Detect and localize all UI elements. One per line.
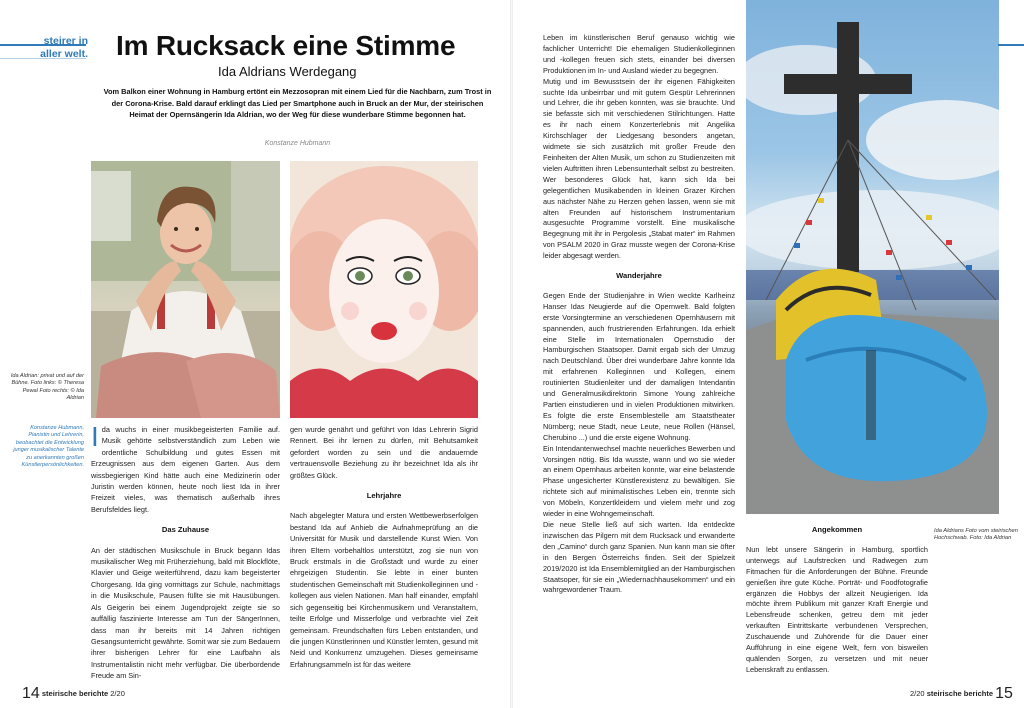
article-lead: Vom Balkon einer Wohnung in Hamburg ertönt ein Mezzosopran mit einem Lied für die Nachbarn, zum Trost in der Corona-Krise. Bald darauf erklingt das Lied per Smartphone auch in Bruck an der Mur, der steirischen Heimat der Opernsängerin Ida Aldrian, wo der Weg für diese wunderbare Stimme begonnen hat. bbox=[103, 87, 492, 120]
portrait-photo bbox=[91, 161, 280, 418]
magazine-name: steirische berichte bbox=[926, 689, 993, 698]
paragraph bbox=[91, 421, 280, 515]
text-column-3 bbox=[543, 33, 735, 596]
paragraph: Ein Intendantenwechsel machte neuerliches Bewerben und Vorsingen nötig. Bis Ida wusste, wann und wo sie wieder an einem Opernhaus arbeiten konnte, war eine belastende Phase ungesicherter Künstlerexistenz zu bewältigen. Sie richtete sich auf minimalistisches Leben ein, trennte sich von Möbeln, Konzertkleidern und vielem mehr und zog wieder in eine Wohngemeinschaft. bbox=[543, 443, 735, 519]
article-author: Konstanze Hubmann bbox=[264, 140, 331, 147]
text-column-1 bbox=[91, 421, 280, 682]
page-folio-left bbox=[22, 685, 125, 703]
paragraph: gen wurde genährt und geführt von Idas Lehrerin Sigrid Rennert. Bei ihr lernen zu dürfen, mit Behutsamkeit gefordert worden zu sein und die andauernde vertrauensvolle Beziehung zu ihr bezeichnet Ida als ihr größtes Glück. bbox=[290, 425, 478, 480]
paragraph: Die neue Stelle ließ auf sich warten. Ida entdeckte inzwischen das Pilgern mit dem Rucksack und erwanderte den „Camino“ durch ganz Spanien. Nun kann man sie öfter in den Bergen Österreichs finden. Seit der Spielzeit 2019/2020 ist Ida Ensemblemitglied an der Hamburgischen Staatsoper, für sie ein „Wiedernachhausekommen“ und ein wahrgewordener Traum. bbox=[543, 519, 735, 595]
subheading-lehrjahre: Lehrjahre bbox=[366, 491, 402, 501]
summit-cross-illustration bbox=[746, 0, 999, 514]
page-gutter bbox=[510, 0, 513, 708]
paragraph: Nun lebt unsere Sängerin in Hamburg, sportlich unterwegs auf Laufstrecken und Radwegen zum Fitmachen für die Anforderungen der Bühne. Freunde genießen ihre gute Küche. Porträt- und Foodfotografie ergänzen die Hobbys der allzeit Neugierigen. Ida möchte ihrem Publikum mit ganzer Kraft Energie und Lebensfreude schenken, getreu dem mit jeder verkauften Eintrittskarte verbundenen Versprechen, Zuschauende und Zuhörende für die Dauer einer Aufführung in eine eigene Welt, fern von bisweilen quälenden Sorgen, zu versetzen und mit neuer Lebenskraft zu entlassen. bbox=[746, 544, 928, 674]
section-rule-right bbox=[998, 44, 1024, 46]
paragraph: Nach abgelegter Matura und ersten Wettbewerbserfolgen bestand Ida auf Anhieb die Aufnahmeprüfung an die Universität für Musik und darstellende Kunst Wien. Von ihren Eltern vorbehaltlos unterstützt, zog sie nun von Bruck erstmals in die Großstadt und wurde zu einer ehrgeizigen Studentin. Sie lebte in einer bunten studentischen Gemeinschaft mit Studienkolleginnen und -kollegen aus vielen Nationen. Man half einander, empfahl sich gegenseitig bei Kirchenmusikern und Veranstaltern, teilte Erfolge und Misserfolge und verbrachte viel Zeit gemeinsam. Freundschaften fürs Leben entstanden, und die jungen Künstlerinnen und Künstler lernten, gesund mit Neid und Konkurrenz umzugehen. Dieses gemeinsame Erfahrungsammeln ist für das weitere bbox=[290, 511, 478, 669]
clown-portrait-illustration bbox=[290, 161, 478, 418]
article-subtitle: Ida Aldrians Werdegang bbox=[218, 64, 357, 79]
page-folio-right bbox=[910, 685, 1013, 703]
subheading-angekommen: Angekommen bbox=[811, 525, 863, 534]
paragraph: An der städtischen Musikschule in Bruck begann Idas musikalischer Weg mit Früherziehung, bald mit Blockflöte, Klavier und Geige weiterführend, dazu kam begeisterter Chorgesang. Ida ging vormittags zur Schule, nachmittags in die Musikschule, Pausen füllte sie mit Hausübungen. Als Geigerin bei einem Jugendprojekt zeigte sie so auffällig faszinierte Interesse am Tun der SängerInnen, dass man ihr bereits mit 14 Jahren richtigen Gesangsunterricht gewährte. Somit war sie zum Bedauern ihrer bisherigen Lehrer für eine Laufbahn als Instrumentalistin nicht mehr verfügbar. Die überbordende Freude am Sin- bbox=[91, 545, 280, 681]
section-tag-line2: aller welt. bbox=[40, 48, 88, 60]
author-note: Konstanze Hubmann, Pianistin und Lehrerin, beobachtet die Entwicklung junger musikalischer Talente zu anerkannten großen Künstlerpersönlichkeiten. bbox=[13, 425, 84, 469]
text-column-4 bbox=[746, 521, 928, 676]
issue-number: 2/20 bbox=[110, 689, 125, 698]
summit-cross-photo bbox=[746, 0, 999, 514]
subheading-zuhause: Das Zuhause bbox=[161, 525, 210, 535]
photo-caption-right: Ida Aldrians Foto vom steirischen Hochschwab. Foto: Ida Aldrian bbox=[934, 528, 1018, 542]
drop-cap: I bbox=[91, 421, 99, 452]
section-rule-thin bbox=[0, 58, 86, 59]
magazine-name: steirische berichte bbox=[41, 689, 109, 698]
paragraph: Mutig und im Bewusstsein der ihr eigenen Fähigkeiten suchte Ida unbeirrbar und mit gutem Gespür Lehrerinnen und Lehrer, die ihr geben konnten, was sie brauchte. Und sie befasste sich mit verschiedenen Stilrichtungen. Hatte es ihr nach einem Konzerterlebnis mit Angelika Kirchschlager der Liedgesang besonders angetan, widmete sie sich zusätzlich mit großer Freude den Feinheiten der Alten Musik, um schon zu Studienzeiten mit vielen Auftritten ihren Lebensunterhalt selbst zu bestreiten. Wer besonderes Glück hat, kann sich Ida bei gelegentlichen Musikabenden in kleinen Grazer Kirchen aus nächster Nähe zu Herzen gehen lassen, wenn sie mit alten Freunden auf historischem Instrumentarium ausgesuchte Programme vorstellt. Eine musikalische Begegnung mit ihr in Pergolesis „Stabat mater“ im Rahmen von PSALM 2020 in Graz musste wegen der Corona-Krise leider abgesagt werden. bbox=[543, 76, 735, 261]
paragraph: Gegen Ende der Studienjahre in Wien weckte Karlheinz Hanser Idas Neugierde auf die Opernwelt. Bald folgten erste Vorsingtermine an verschiedenen Opernhäusern mit spannenden, auch frustrierenden Erfahrungen. Ida erhielt eine Stelle im Internationalen Opernstudio der Hamburgischen Staatsoper. Damit ergab sich der Umzug nach Deutschland. Über drei wunderbare Jahre konnte Ida mit erfahrenen Kolleginnen und Kollegen, einem routinierten Studienleiter und der damaligen Intendantin und Generalmusikdirektorin Simone Young zahlreiche Partien einstudieren und in vielen Produktionen mitwirken. Es folgte die erste Ensemblestelle am Staatstheater Nürnberg; neue Stadt, neue Leute, neue Rollen (Hänsel, Cherubino ...) und die erste eigene Wohnung. bbox=[543, 290, 735, 442]
subheading-wanderjahre: Wanderjahre bbox=[616, 271, 662, 281]
paragraph-text: da wuchs in einer musikbegeisterten Familie auf. Musik gehörte selbstverständlich zum Leben wie ordentliche Schulbildung und gutes Essen mit Erzeugnissen aus dem eigenen Garten. Aus dem wissbegierigen Kind hätte auch eine Medizinerin oder Juristin werden können, heute noch liest Ida in ihrer Freizeit vieles, was thematisch außerhalb ihres Berufsfeldes liegt. bbox=[91, 425, 280, 514]
page-number: 15 bbox=[995, 685, 1013, 702]
article-title: Im Rucksack eine Stimme bbox=[116, 30, 456, 61]
portrait-photo-illustration bbox=[91, 161, 280, 418]
section-tag-line1: steirer in bbox=[43, 35, 88, 47]
page-number: 14 bbox=[22, 685, 40, 702]
issue-number: 2/20 bbox=[910, 689, 925, 698]
paragraph: Leben im künstlerischen Beruf genauso wichtig wie fachlicher Unterricht! Die ehemaligen Studienkolleginnen und -kollegen freuen sich stets, einander bei diversen Produktionen im In- und Ausland wieder zu begegnen. bbox=[543, 33, 735, 75]
photo-caption: Ida Aldrian: privat und auf der Bühne. Foto links: © Theresa Pewal Foto rechts: © Ida Aldrian bbox=[10, 373, 84, 402]
text-column-2 bbox=[290, 424, 478, 670]
clown-portrait-photo bbox=[290, 161, 478, 418]
